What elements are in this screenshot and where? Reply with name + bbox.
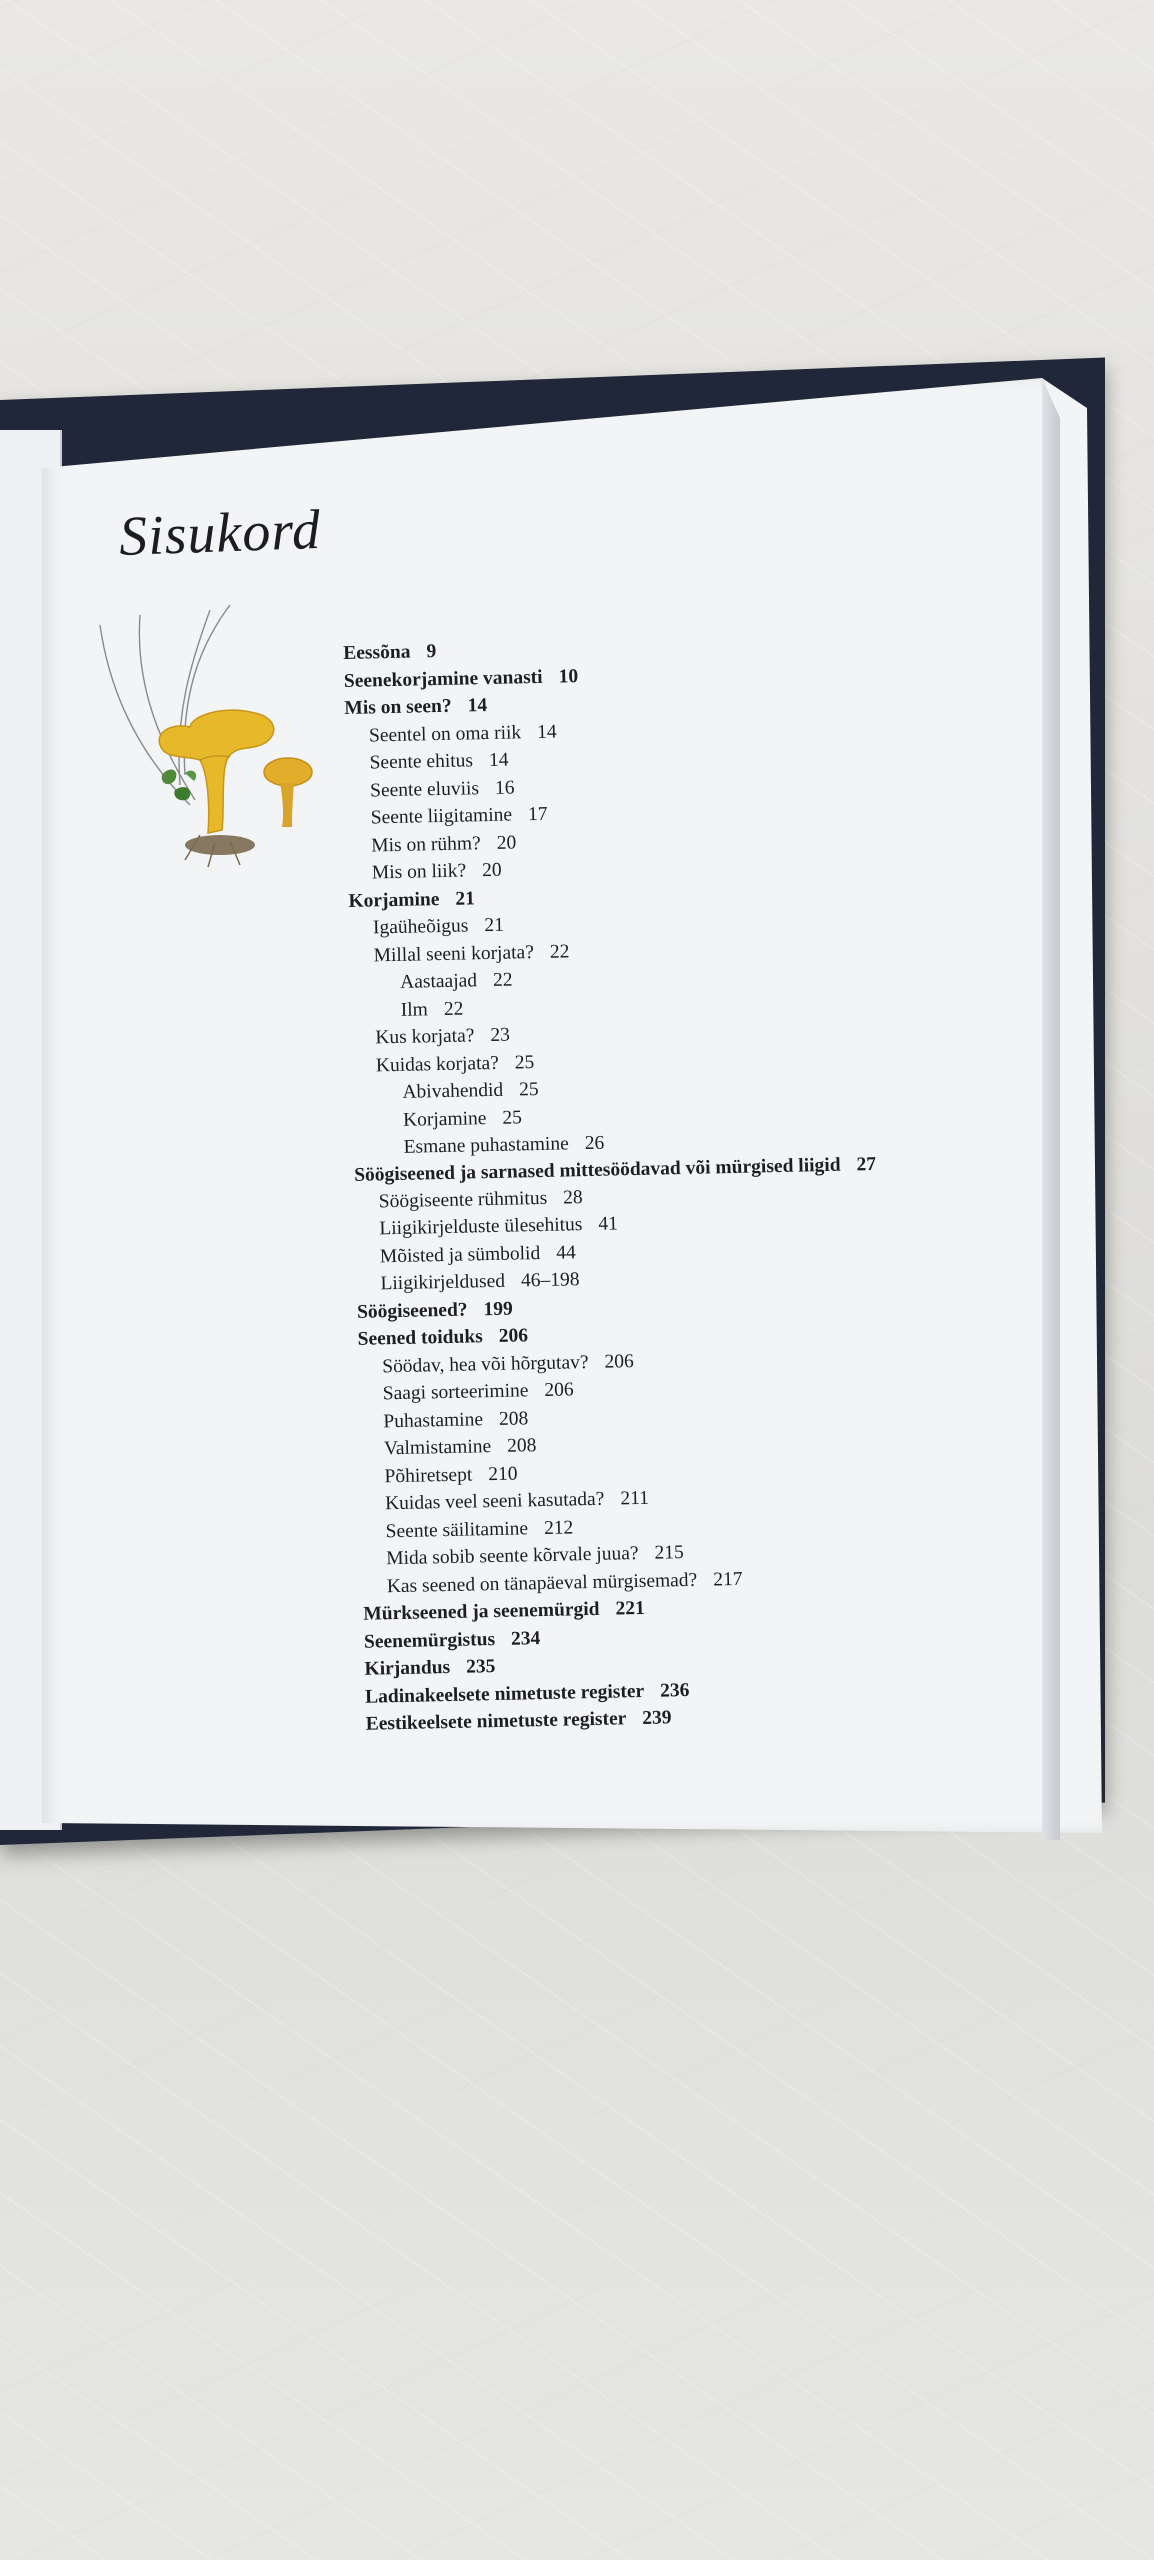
toc-entry-label: Puhastamine [383, 1408, 484, 1432]
toc-entry-label: Saagi sorteerimine [382, 1380, 529, 1405]
toc-entry-page: 208 [506, 1435, 537, 1457]
toc-entry-page: 22 [549, 940, 570, 963]
toc-entry-label: Seenekorjamine vanasti [343, 666, 543, 692]
toc-entry-label: Mis on seen? [344, 695, 452, 719]
toc-entry-page: 25 [502, 1106, 523, 1129]
toc-entry-page: 20 [481, 859, 502, 882]
toc-entry-label: Söögiseened? [356, 1299, 468, 1323]
toc-entry-label: Igaüheõigus [372, 915, 469, 939]
toc-entry-label: Söögiseente rühmitus [378, 1187, 548, 1212]
toc-entry-page: 236 [659, 1679, 690, 1702]
toc-entry-label: Seentel on oma riik [368, 721, 522, 746]
toc-entry-label: Mõisted ja sümbolid [379, 1242, 541, 1267]
toc-entry-page: 25 [518, 1079, 539, 1101]
toc-entry-label: Mürkseened ja seenemürgid [363, 1598, 600, 1625]
toc-entry-page: 206 [604, 1350, 634, 1373]
chanterelle-mushroom-illustration [80, 605, 330, 875]
toc-entry-label: Ilm [400, 998, 429, 1021]
toc-entry-page: 239 [642, 1707, 672, 1729]
toc-entry-label: Liigikirjelduste ülesehitus [379, 1214, 583, 1240]
toc-entry-page: 17 [527, 803, 548, 826]
toc-entry-label: Seened toiduks [357, 1326, 484, 1350]
toc-entry-label: Esmane puhastamine [403, 1133, 569, 1158]
table-of-contents [343, 628, 926, 1738]
toc-entry-page: 44 [556, 1241, 576, 1264]
toc-entry-page: 21 [484, 914, 505, 937]
toc-entry-page: 16 [494, 776, 515, 799]
toc-entry-label: Eessõna [343, 641, 411, 664]
toc-entry-page: 10 [558, 665, 579, 687]
page-title: Sisukord [118, 498, 322, 568]
page-stack-edge [1042, 378, 1060, 1840]
toc-entry-label: Kas seened on tänapäeval mürgisemad? [386, 1569, 698, 1597]
toc-entry-label: Korjamine [348, 888, 440, 912]
toc-entry-page: 9 [426, 641, 437, 663]
toc-entry-page: 221 [615, 1597, 645, 1620]
toc-entry-label: Valmistamine [383, 1436, 492, 1460]
toc-entry-label: Kirjandus [364, 1656, 451, 1680]
toc-entry-label: Seente säilitamine [385, 1517, 529, 1542]
toc-entry-page: 21 [455, 887, 476, 910]
toc-entry-page: 22 [492, 969, 513, 991]
toc-entry-page: 28 [562, 1186, 583, 1209]
toc-entry-label: Mis on rühm? [371, 832, 481, 856]
toc-entry-page: 210 [488, 1463, 518, 1485]
toc-entry-page: 46–198 [520, 1269, 580, 1292]
toc-entry-page: 14 [536, 721, 557, 743]
toc-entry-label: Millal seeni korjata? [373, 941, 535, 966]
toc-entry-label: Söödav, hea või hõrgutav? [381, 1351, 589, 1377]
toc-entry-page: 199 [483, 1298, 514, 1320]
toc-entry-page: 211 [620, 1487, 650, 1510]
toc-entry-label: Abivahendid [402, 1079, 504, 1103]
toc-entry-label: Korjamine [402, 1107, 487, 1131]
toc-entry-label: Mida sobib seente kõrvale juua? [386, 1543, 639, 1570]
toc-entry-label: Eestikeelsete nimetuste register [365, 1708, 627, 1735]
toc-entry-page: 212 [543, 1516, 574, 1539]
toc-entry-page: 235 [465, 1656, 496, 1678]
toc-entry-page: 14 [467, 694, 488, 717]
toc-entry-page: 208 [498, 1407, 529, 1430]
toc-entry-page: 215 [654, 1542, 684, 1564]
toc-entry-page: 26 [584, 1132, 605, 1155]
toc-entry-label: Aastaajad [399, 970, 478, 993]
toc-entry-label: Mis on liik? [371, 860, 467, 884]
toc-entry-page: 206 [544, 1379, 574, 1401]
toc-entry-label: Ladinakeelsete nimetuste register [364, 1680, 645, 1708]
toc-entry-label: Kus korjata? [375, 1025, 475, 1049]
toc-entry-page: 23 [490, 1024, 511, 1046]
toc-entry-page: 217 [712, 1568, 743, 1590]
toc-entry-label: Kuidas veel seeni kasutada? [384, 1488, 605, 1515]
toc-entry-page: 20 [496, 831, 517, 854]
toc-entry-page: 234 [510, 1627, 541, 1650]
toc-entry-label: Seenemürgistus [363, 1628, 496, 1653]
toc-entry-page: 206 [498, 1325, 529, 1347]
toc-entry-label: Liigikirjeldused [380, 1270, 506, 1295]
toc-entry-page: 22 [443, 998, 464, 1020]
toc-entry-label: Seente liigitamine [370, 804, 513, 829]
toc-entry-label: Kuidas korjata? [375, 1052, 500, 1076]
toc-entry-page: 41 [598, 1213, 619, 1235]
toc-entry-label: Põhiretsept [384, 1463, 473, 1487]
toc-entry-page: 27 [856, 1153, 877, 1175]
toc-entry-page: 25 [514, 1051, 535, 1073]
toc-entry-label: Seente ehitus [369, 750, 474, 774]
toc-entry-label: Seente eluviis [369, 777, 480, 801]
toc-entry-page: 14 [488, 749, 509, 771]
toc-entry-label: Söögiseened ja sarnased mittesöödavad või mürgised liigid [353, 1154, 841, 1186]
